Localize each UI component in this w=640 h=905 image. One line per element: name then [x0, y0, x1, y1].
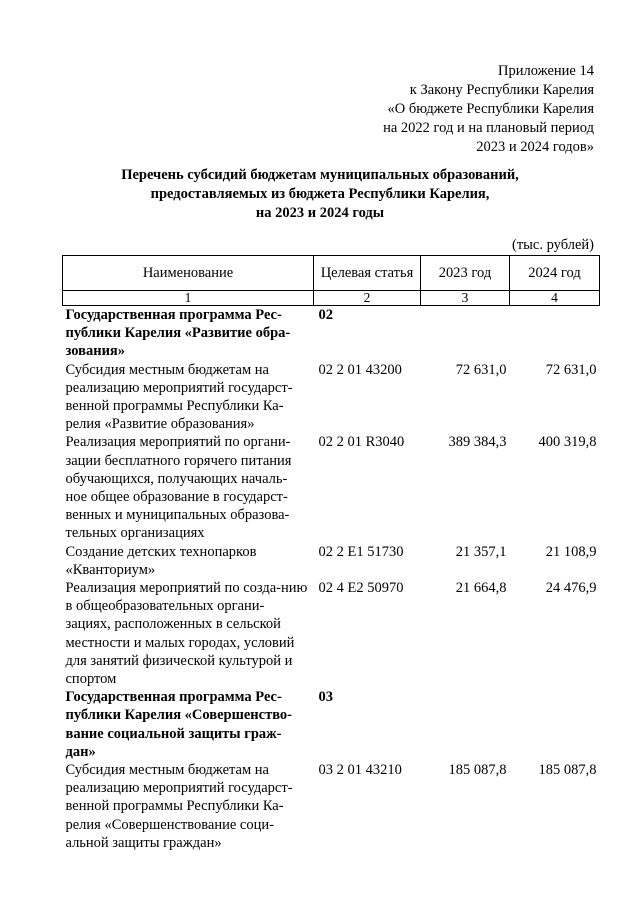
column-number: 2	[314, 291, 421, 306]
row-code: 02 2 E1 51730	[318, 543, 404, 560]
row-2024: 185 087,8	[538, 762, 597, 779]
row-2023	[421, 306, 510, 361]
row-2023: 185 087,8	[448, 762, 507, 779]
row-name: Государственная программа Рес-публики Карелия «Совершенство-вание социальной защиты граж-дан»	[65, 689, 292, 760]
header-code: Целевая статья	[314, 256, 421, 291]
row-code: 02 2 01 R3040	[318, 434, 405, 451]
row-code: 02 4 E2 50970	[318, 580, 404, 597]
appendix-line: на 2022 год и на плановый период	[383, 120, 594, 136]
row-2023	[421, 688, 510, 761]
table-row	[63, 761, 600, 852]
appendix-line: к Закону Республики Карелия	[409, 82, 594, 98]
row-2023: 21 664,8	[455, 580, 507, 597]
row-2023: 21 357,1	[455, 543, 507, 560]
table-header-row	[63, 256, 600, 291]
row-2024: 21 108,9	[545, 543, 597, 560]
table-row	[63, 543, 600, 579]
row-name: Реализация мероприятий по созда-нию в общеобразовательных органи-зациях, расположенных в сельской местности и малых городах, условий для занятий физической культурой и спортом	[65, 580, 308, 688]
row-2023: 389 384,3	[448, 434, 507, 451]
column-number: 1	[63, 291, 314, 306]
row-code: 03 2 01 43210	[318, 762, 402, 779]
row-code: 02 2 01 43200	[318, 361, 402, 378]
table-row	[63, 688, 600, 761]
column-number: 3	[421, 291, 510, 306]
subsidies-table	[62, 255, 600, 852]
row-name: Государственная программа Рес-публики Карелия «Развитие обра-зования»	[65, 307, 291, 360]
appendix-header	[383, 62, 594, 157]
row-2024: 400 319,8	[538, 434, 597, 451]
table-row	[63, 306, 600, 361]
row-code: 03	[318, 689, 333, 706]
title-line: Перечень субсидий бюджетам муниципальных образований,	[121, 167, 519, 183]
row-2024: 24 476,9	[545, 580, 597, 597]
appendix-line: Приложение 14	[498, 63, 594, 79]
row-2023: 72 631,0	[455, 361, 507, 378]
appendix-line: 2023 и 2024 годов»	[476, 139, 594, 155]
table-row	[63, 433, 600, 542]
appendix-line: «О бюджете Республики Карелия	[387, 101, 594, 117]
column-number: 4	[510, 291, 600, 306]
row-name: Субсидия местным бюджетам на реализацию мероприятий государст-венной программы Республики Ка-релия «Совершенствование соци-альной защиты граждан»	[65, 762, 293, 851]
table-row	[63, 361, 600, 434]
row-2024	[510, 688, 600, 761]
row-2024: 72 631,0	[545, 361, 597, 378]
title-line: на 2023 и 2024 годы	[255, 205, 385, 221]
row-name: Создание детских технопарков «Кванториум»	[65, 543, 257, 578]
header-name: Наименование	[63, 256, 314, 291]
header-2023: 2023 год	[421, 256, 510, 291]
row-2024	[510, 306, 600, 361]
row-name: Реализация мероприятий по органи-зации бесплатного горячего питания обучающихся, получающих началь-ное общее образование в государст-венных и муниципальных образова-тельных организациях	[65, 434, 292, 542]
table-row	[63, 579, 600, 688]
column-number-row	[63, 291, 600, 306]
units-label: (тыс. рублей)	[512, 237, 594, 253]
row-code: 02	[318, 307, 333, 323]
header-2024: 2024 год	[510, 256, 600, 291]
row-name: Субсидия местным бюджетам на реализацию мероприятий государст-венной программы Республики Ка-релия «Развитие образования»	[65, 361, 293, 433]
document-title	[0, 166, 640, 223]
title-line: предоставляемых из бюджета Республики Карелия,	[150, 186, 490, 202]
